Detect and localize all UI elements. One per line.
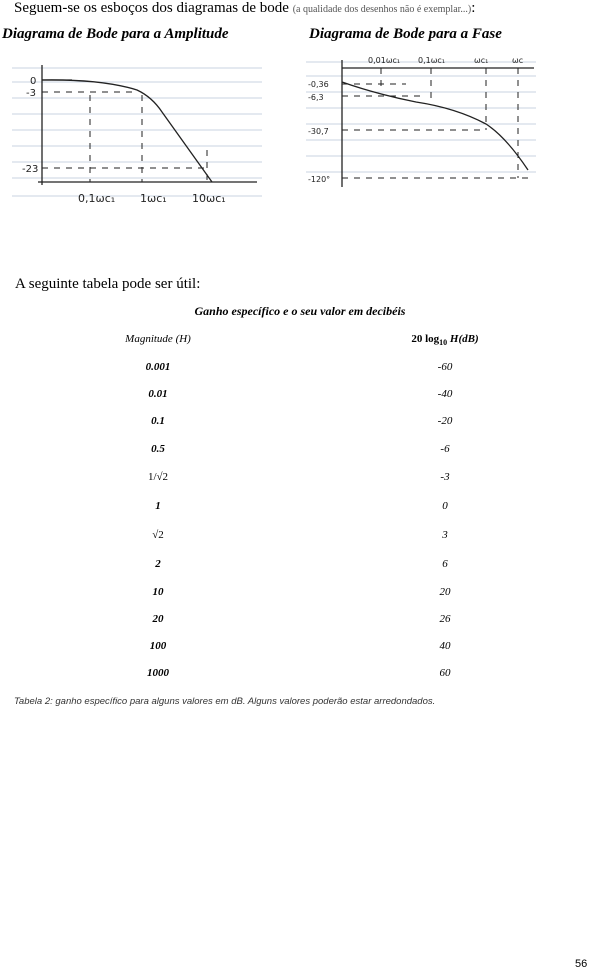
- table-row-db: -3: [440, 471, 450, 483]
- table-row-magnitude: 0.1: [151, 415, 165, 427]
- amp-ylabel-0: 0: [30, 76, 37, 87]
- amp-xlabel-0: 0,1ωc₁: [78, 192, 116, 205]
- table-row-db: 3: [442, 529, 448, 541]
- table-row-magnitude: 100: [149, 640, 167, 652]
- phase-xlabel-0: 0,01ωc₁: [368, 56, 401, 65]
- table-row-magnitude: √2: [152, 529, 164, 541]
- table-row-magnitude: 0.5: [151, 443, 165, 455]
- intro-colon: :: [471, 0, 476, 16]
- table-row-magnitude: 0.01: [148, 388, 168, 400]
- table-row-db: 60: [439, 667, 451, 679]
- table-row-magnitude: 1000: [147, 667, 169, 679]
- amp-ylabel-1: -3: [26, 88, 36, 99]
- table-row-db: 6: [442, 558, 448, 570]
- phase-xlabel-1: 0,1ωc₁: [418, 56, 446, 65]
- table-row-magnitude: 20: [152, 613, 164, 625]
- table-row-magnitude: 10: [152, 586, 164, 598]
- amplitude-diagram-title: Diagrama de Bode para a Amplitude: [2, 26, 229, 42]
- table-row-db: 26: [439, 613, 451, 625]
- phase-diagram-title: Diagrama de Bode para a Fase: [309, 26, 502, 42]
- table-row-db: 20: [439, 586, 451, 598]
- amp-xlabel-2: 10ωc₁: [192, 192, 226, 205]
- table-row-db: -40: [437, 388, 453, 400]
- phase-xlabel-3: ωc: [512, 56, 524, 65]
- table-row-db: -60: [437, 361, 453, 373]
- amp-xlabel-1: 1ωc₁: [140, 192, 167, 205]
- table-row-magnitude: 2: [155, 558, 161, 570]
- table-row-db: 0: [442, 500, 448, 512]
- column-header-db: [385, 333, 505, 347]
- page-number: 56: [575, 958, 588, 970]
- table-intro: A seguinte tabela pode ser útil:: [15, 276, 201, 292]
- amp-ylabel-2: -23: [22, 164, 39, 175]
- intro-note: (a qualidade dos desenhos não é exemplar...): [292, 4, 472, 15]
- table-row-magnitude: 1/√2: [147, 471, 169, 483]
- table-row-magnitude: 0.001: [145, 361, 171, 373]
- intro-text: [14, 0, 475, 17]
- table-row-db: -20: [437, 415, 453, 427]
- phase-xlabel-2: ωc₁: [474, 56, 489, 65]
- db-header-suffix: H(dB): [447, 333, 479, 345]
- table-row-db: -6: [440, 443, 450, 455]
- phase-ylabel-0: -0,36: [308, 80, 329, 89]
- phase-ylabel-1: -6,3: [308, 93, 324, 102]
- table-title: Ganho específico e o seu valor em decibéis: [194, 304, 406, 318]
- intro-main: Seguem-se os esboços dos diagramas de bode: [14, 0, 289, 16]
- db-header-prefix: 20 log: [411, 333, 440, 345]
- table-row-magnitude: 1: [155, 500, 161, 512]
- db-header-sub: 10: [439, 338, 448, 348]
- phase-bode-sketch: [306, 52, 536, 190]
- amplitude-bode-sketch: [12, 60, 262, 210]
- column-header-magnitude: Magnitude (H): [125, 333, 191, 345]
- table-row-db: 40: [439, 640, 451, 652]
- phase-ylabel-2: -30,7: [308, 127, 329, 136]
- phase-ylabel-3: -120°: [308, 175, 331, 184]
- table-caption: Tabela 2: ganho específico para alguns valores em dB. Alguns valores poderão estar arredondados.: [14, 696, 436, 707]
